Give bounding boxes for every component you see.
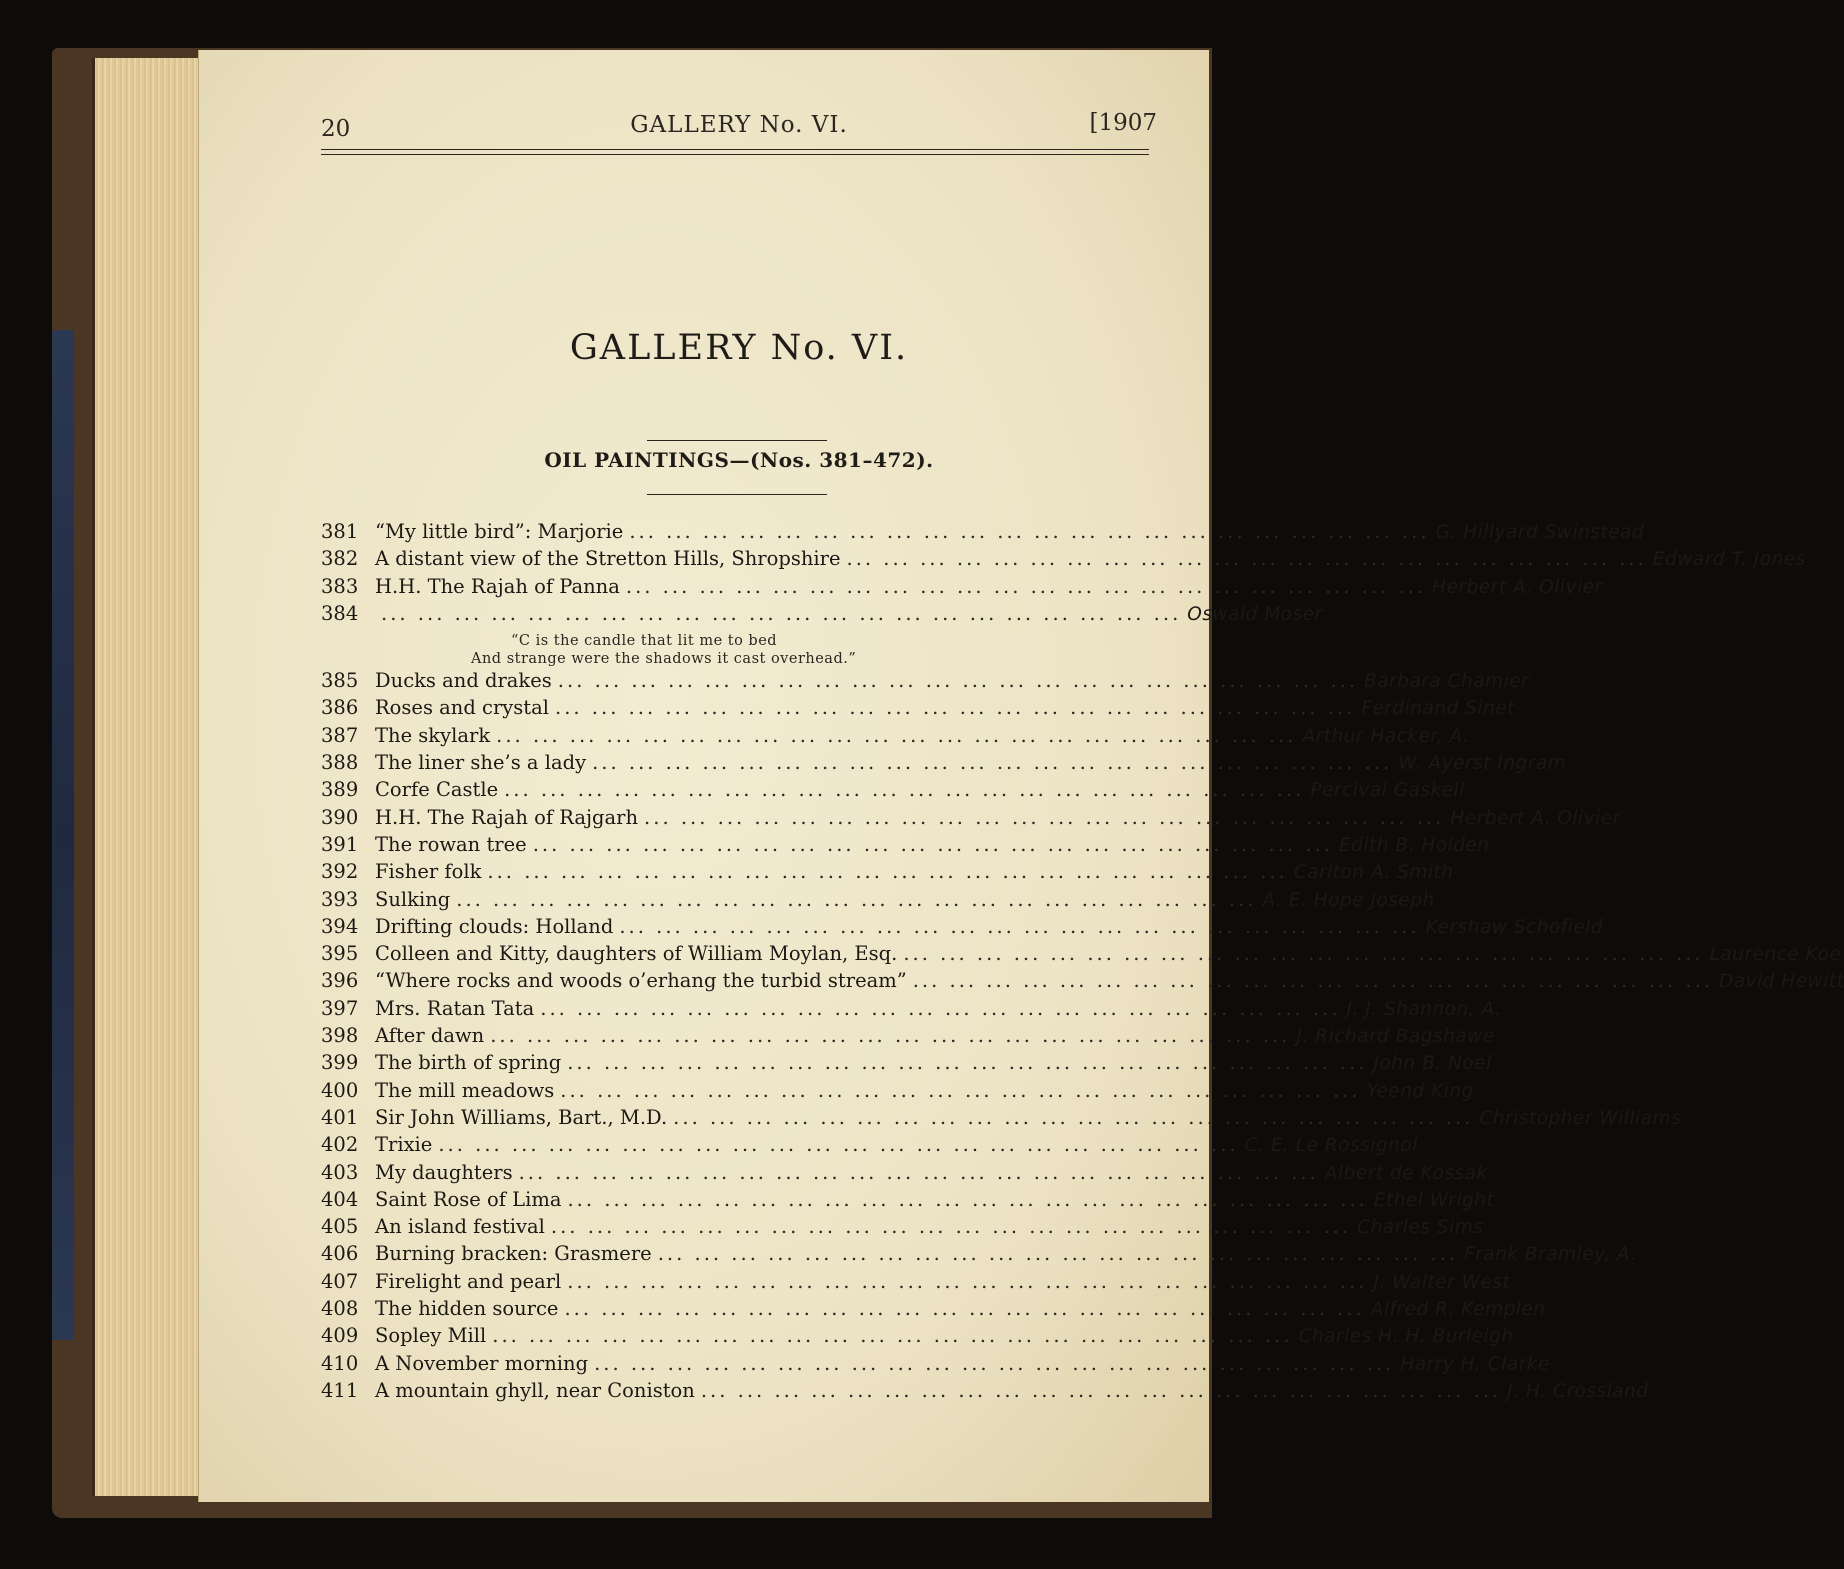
entry-artist: Yeend King: [1366, 1080, 1474, 1102]
entry-number: 402: [321, 1133, 359, 1157]
entry-artist: J. H. Crossland: [1507, 1380, 1649, 1402]
dot-leader: ... ... ... ... ... ... ... ... ... ... ... ... ... ... ... ... ... ... ... ... ... ...: [564, 1297, 1365, 1321]
entry-artist: Laurence Koe: [1709, 944, 1842, 966]
entry-artist: Charles H. H. Burleigh: [1298, 1326, 1514, 1348]
entry-title: A distant view of the Stretton Hills, Shropshire: [375, 547, 841, 571]
dot-leader: ... ... ... ... ... ... ... ... ... ... ... ... ... ... ... ... ... ... ... ... ... ...: [381, 601, 1182, 625]
entry-number: 394: [321, 914, 359, 938]
dot-leader: ... ... ... ... ... ... ... ... ... ... ... ... ... ... ... ... ... ... ... ... ... ...: [567, 1051, 1368, 1075]
entry-number: 399: [321, 1051, 359, 1075]
dot-leader: ... ... ... ... ... ... ... ... ... ... ... ... ... ... ... ... ... ... ... ... ... ...: [673, 1105, 1474, 1129]
entry-number: 396: [321, 969, 359, 993]
catalogue-entry: [321, 1078, 1474, 1106]
header-double-rule: [321, 149, 1149, 155]
dot-leader: ... ... ... ... ... ... ... ... ... ... ... ... ... ... ... ... ... ... ... ... ... ...: [619, 914, 1420, 938]
catalogue-entry: [321, 723, 1470, 751]
entry-artist: J. Richard Bagshawe: [1296, 1026, 1495, 1048]
dot-leader: ... ... ... ... ... ... ... ... ... ... ... ... ... ... ... ... ... ... ... ... ... ...: [629, 520, 1430, 543]
entry-artist: C. E. Le Rossignol: [1244, 1135, 1418, 1157]
entry-number: 391: [321, 832, 359, 856]
catalogue-entry: [321, 1051, 1492, 1078]
entry-number: 388: [321, 751, 359, 775]
entry-number: 392: [321, 860, 359, 884]
entry-artist: Percival Gaskell: [1310, 780, 1465, 802]
catalogue-entry: [321, 996, 1502, 1024]
dot-leader: ... ... ... ... ... ... ... ... ... ... ... ... ... ... ... ... ... ... ... ... ... ...: [594, 1351, 1395, 1375]
entry-number: 387: [321, 723, 359, 747]
entry-artist: Barbara Chamier: [1364, 671, 1530, 693]
dot-leader: ... ... ... ... ... ... ... ... ... ... ... ... ... ... ... ... ... ... ... ... ... ...: [490, 1024, 1291, 1048]
dot-leader: ... ... ... ... ... ... ... ... ... ... ... ... ... ... ... ... ... ... ... ... ... ...: [912, 969, 1713, 993]
catalogue-entry: [321, 914, 1604, 942]
entry-title: A mountain ghyll, near Coniston: [375, 1378, 695, 1402]
entry-title: Sopley Mill: [375, 1324, 487, 1348]
catalogue-entry: [321, 1024, 1495, 1051]
section-rule-top: [647, 440, 827, 441]
entry-title: Roses and crystal: [375, 696, 550, 720]
catalogue-entry: [321, 1215, 1484, 1242]
catalogue-entry: [321, 751, 1567, 778]
entry-artist: J. J. Shannon, A.: [1346, 998, 1502, 1020]
entry-title: “Where rocks and woods o’erhang the turbid stream”: [375, 969, 907, 993]
dot-leader: ... ... ... ... ... ... ... ... ... ... ... ... ... ... ... ... ... ... ... ... ... ...: [903, 942, 1704, 966]
catalogue-entry: [321, 1160, 1488, 1188]
entry-title: The skylark: [375, 723, 491, 747]
book-spine-binding: [52, 330, 74, 1340]
entry-number: 389: [321, 778, 359, 802]
entry-quote: [321, 629, 1157, 669]
catalogue-entry: [321, 832, 1490, 860]
dot-leader: ... ... ... ... ... ... ... ... ... ... ... ... ... ... ... ... ... ... ... ... ... ...: [456, 887, 1257, 911]
dot-leader: ... ... ... ... ... ... ... ... ... ... ... ... ... ... ... ... ... ... ... ... ... ...: [700, 1378, 1502, 1402]
entry-title: H.H. The Rajah of Panna: [375, 574, 620, 598]
dot-leader: ... ... ... ... ... ... ... ... ... ... ... ... ... ... ... ... ... ... ... ... ... ...: [657, 1242, 1458, 1266]
entry-number: 393: [321, 887, 359, 911]
catalogue-entry: [321, 1133, 1418, 1160]
entry-artist: A. E. Hope Joseph: [1262, 889, 1435, 911]
catalogue-entry: [321, 1378, 1649, 1406]
entry-number: 381: [321, 520, 359, 543]
entry-title: Mrs. Ratan Tata: [375, 996, 535, 1020]
entry-artist: Charles Sims: [1357, 1217, 1484, 1239]
entry-number: 398: [321, 1024, 359, 1048]
quote-line-2: And strange were the shadows it cast overhead.”: [471, 651, 857, 668]
dot-leader: ... ... ... ... ... ... ... ... ... ... ... ... ... ... ... ... ... ... ... ... ... ...: [567, 1269, 1368, 1293]
catalogue-entry: [321, 547, 1806, 574]
entry-artist: Oswald Moser: [1187, 603, 1323, 625]
section-title: OIL PAINTINGS—(Nos. 381–472).: [544, 448, 934, 472]
entry-artist: John B. Noel: [1373, 1053, 1492, 1075]
dot-leader: ... ... ... ... ... ... ... ... ... ... ... ... ... ... ... ... ... ... ... ... ... ...: [846, 547, 1647, 571]
entry-title: My daughters: [375, 1160, 513, 1184]
entry-title: Drifting clouds: Holland: [375, 914, 614, 938]
entry-title: H.H. The Rajah of Rajgarh: [375, 805, 639, 829]
entry-title: Burning bracken: Grasmere: [375, 1242, 652, 1266]
entry-number: 386: [321, 696, 359, 720]
running-header: [321, 108, 1157, 148]
dot-leader: ... ... ... ... ... ... ... ... ... ... ... ... ... ... ... ... ... ... ... ... ... ...: [438, 1133, 1239, 1157]
entry-artist: Carlton A. Smith: [1293, 862, 1454, 884]
entry-artist: Edith B. Holden: [1338, 834, 1490, 856]
entry-number: 385: [321, 669, 359, 693]
entry-number: 397: [321, 996, 359, 1020]
running-title: GALLERY No. VI.: [630, 112, 848, 138]
entry-title: After dawn: [375, 1024, 485, 1048]
entry-title: Ducks and drakes: [375, 669, 552, 693]
entry-number: 404: [321, 1187, 359, 1211]
entry-number: 407: [321, 1269, 359, 1293]
entry-number: 400: [321, 1078, 359, 1102]
dot-leader: ... ... ... ... ... ... ... ... ... ... ... ... ... ... ... ... ... ... ... ... ... ...: [518, 1160, 1319, 1184]
catalogue-entry: [321, 1351, 1550, 1379]
entry-artist: Albert de Kossak: [1324, 1162, 1488, 1184]
entry-title: Sulking: [375, 887, 451, 911]
catalogue-entry: [321, 942, 1842, 969]
catalogue-entry: [321, 696, 1515, 723]
entry-title: Corfe Castle: [375, 778, 499, 802]
catalogue-entry: [321, 1269, 1511, 1297]
page-number: 20: [321, 116, 351, 142]
dot-leader: ... ... ... ... ... ... ... ... ... ... ... ... ... ... ... ... ... ... ... ... ... ...: [496, 723, 1297, 747]
entry-artist: Frank Bramley, A.: [1464, 1244, 1637, 1266]
entry-title: Colleen and Kitty, daughters of William Moylan, Esq.: [375, 942, 898, 966]
dot-leader: ... ... ... ... ... ... ... ... ... ... ... ... ... ... ... ... ... ... ... ... ... ...: [644, 805, 1445, 829]
dot-leader: ... ... ... ... ... ... ... ... ... ... ... ... ... ... ... ... ... ... ... ... ... ...: [487, 860, 1288, 884]
catalogue-entry: [321, 574, 1603, 602]
dot-leader: ... ... ... ... ... ... ... ... ... ... ... ... ... ... ... ... ... ... ... ... ... ...: [555, 696, 1356, 720]
entry-title: The liner she’s a lady: [375, 751, 587, 775]
entry-artist: Arthur Hacker, A.: [1302, 725, 1470, 747]
catalogue-entry: [321, 1297, 1546, 1324]
catalogue-entry: [321, 1105, 1682, 1133]
entry-title: The birth of spring: [375, 1051, 562, 1075]
entry-number: 409: [321, 1324, 359, 1348]
entry-number: 390: [321, 805, 359, 829]
entry-number: 383: [321, 574, 359, 598]
entry-title: The rowan tree: [375, 832, 527, 856]
entry-title: “My little bird”: Marjorie: [375, 520, 624, 543]
catalogue-page: [198, 50, 1844, 1502]
dot-leader: ... ... ... ... ... ... ... ... ... ... ... ... ... ... ... ... ... ... ... ... ... ...: [532, 832, 1333, 856]
gallery-title: GALLERY No. VI.: [569, 328, 909, 368]
catalogue-entry: [321, 860, 1454, 887]
catalogue-entry: [321, 805, 1621, 833]
catalogue-entry: [321, 969, 1844, 996]
entry-title: The hidden source: [375, 1297, 559, 1321]
entries-list: [321, 520, 1844, 1406]
entry-number: 382: [321, 547, 359, 571]
entry-title: Sir John Williams, Bart., M.D.: [375, 1105, 668, 1129]
header-year: [1907: [1089, 110, 1157, 136]
catalogue-entry: [321, 1187, 1495, 1215]
quote-line-1: “C is the candle that lit me to bed: [511, 633, 778, 650]
catalogue-entry: [321, 601, 1323, 629]
section-rule-bottom: [647, 494, 827, 495]
entry-artist: J. Walter West: [1373, 1271, 1511, 1293]
entry-title: An island festival: [375, 1215, 545, 1239]
entry-number: 406: [321, 1242, 359, 1266]
dot-leader: ... ... ... ... ... ... ... ... ... ... ... ... ... ... ... ... ... ... ... ... ... ...: [560, 1078, 1361, 1102]
entry-artist: Ferdinand Sinet: [1361, 698, 1515, 720]
entry-title: Saint Rose of Lima: [375, 1187, 562, 1211]
dot-leader: ... ... ... ... ... ... ... ... ... ... ... ... ... ... ... ... ... ... ... ... ... ...: [592, 751, 1393, 775]
entry-artist: Herbert A. Olivier: [1450, 807, 1621, 829]
entry-number: 403: [321, 1160, 359, 1184]
entry-artist: Alfred R. Kemplen: [1370, 1299, 1546, 1321]
entry-artist: Ethel Wright: [1373, 1189, 1495, 1211]
entry-title: Firelight and pearl: [375, 1269, 562, 1293]
entry-artist: Herbert A. Olivier: [1432, 576, 1603, 598]
entry-number: 395: [321, 942, 359, 966]
dot-leader: ... ... ... ... ... ... ... ... ... ... ... ... ... ... ... ... ... ... ... ... ... ...: [625, 574, 1427, 598]
entry-artist: G. Hillyard Swinstead: [1435, 522, 1645, 543]
entry-title: The mill meadows: [375, 1078, 555, 1102]
dot-leader: ... ... ... ... ... ... ... ... ... ... ... ... ... ... ... ... ... ... ... ... ... ...: [492, 1324, 1293, 1348]
catalogue-entry: [321, 669, 1530, 696]
entry-title: A November morning: [375, 1351, 589, 1375]
entry-number: 384: [321, 601, 359, 625]
entry-number: 411: [321, 1378, 359, 1402]
entry-artist: Christopher Williams: [1479, 1107, 1682, 1129]
dot-leader: ... ... ... ... ... ... ... ... ... ... ... ... ... ... ... ... ... ... ... ... ... ...: [550, 1215, 1352, 1239]
entry-artist: Harry H. Clarke: [1400, 1353, 1550, 1375]
page-edges: [92, 58, 207, 1496]
catalogue-entry: [321, 520, 1645, 547]
catalogue-entry: [321, 778, 1465, 805]
entry-artist: David Hewitt: [1719, 971, 1844, 993]
entry-title: Trixie: [375, 1133, 433, 1157]
catalogue-entry: [321, 1242, 1637, 1269]
entry-artist: Edward T. Jones: [1652, 549, 1806, 571]
entry-number: 405: [321, 1215, 359, 1239]
catalogue-entry: [321, 1324, 1514, 1351]
dot-leader: ... ... ... ... ... ... ... ... ... ... ... ... ... ... ... ... ... ... ... ... ... ...: [504, 778, 1305, 802]
dot-leader: ... ... ... ... ... ... ... ... ... ... ... ... ... ... ... ... ... ... ... ... ... ...: [540, 996, 1341, 1020]
entry-artist: W. Ayerst Ingram: [1398, 753, 1567, 775]
entry-artist: Kershaw Schofield: [1425, 916, 1604, 938]
dot-leader: ... ... ... ... ... ... ... ... ... ... ... ... ... ... ... ... ... ... ... ... ... ...: [557, 669, 1359, 693]
dot-leader: ... ... ... ... ... ... ... ... ... ... ... ... ... ... ... ... ... ... ... ... ... ...: [567, 1187, 1368, 1211]
entry-number: 410: [321, 1351, 359, 1375]
catalogue-entry: [321, 887, 1435, 915]
entry-title: Fisher folk: [375, 860, 482, 884]
entry-number: 401: [321, 1105, 359, 1129]
entry-number: 408: [321, 1297, 359, 1321]
